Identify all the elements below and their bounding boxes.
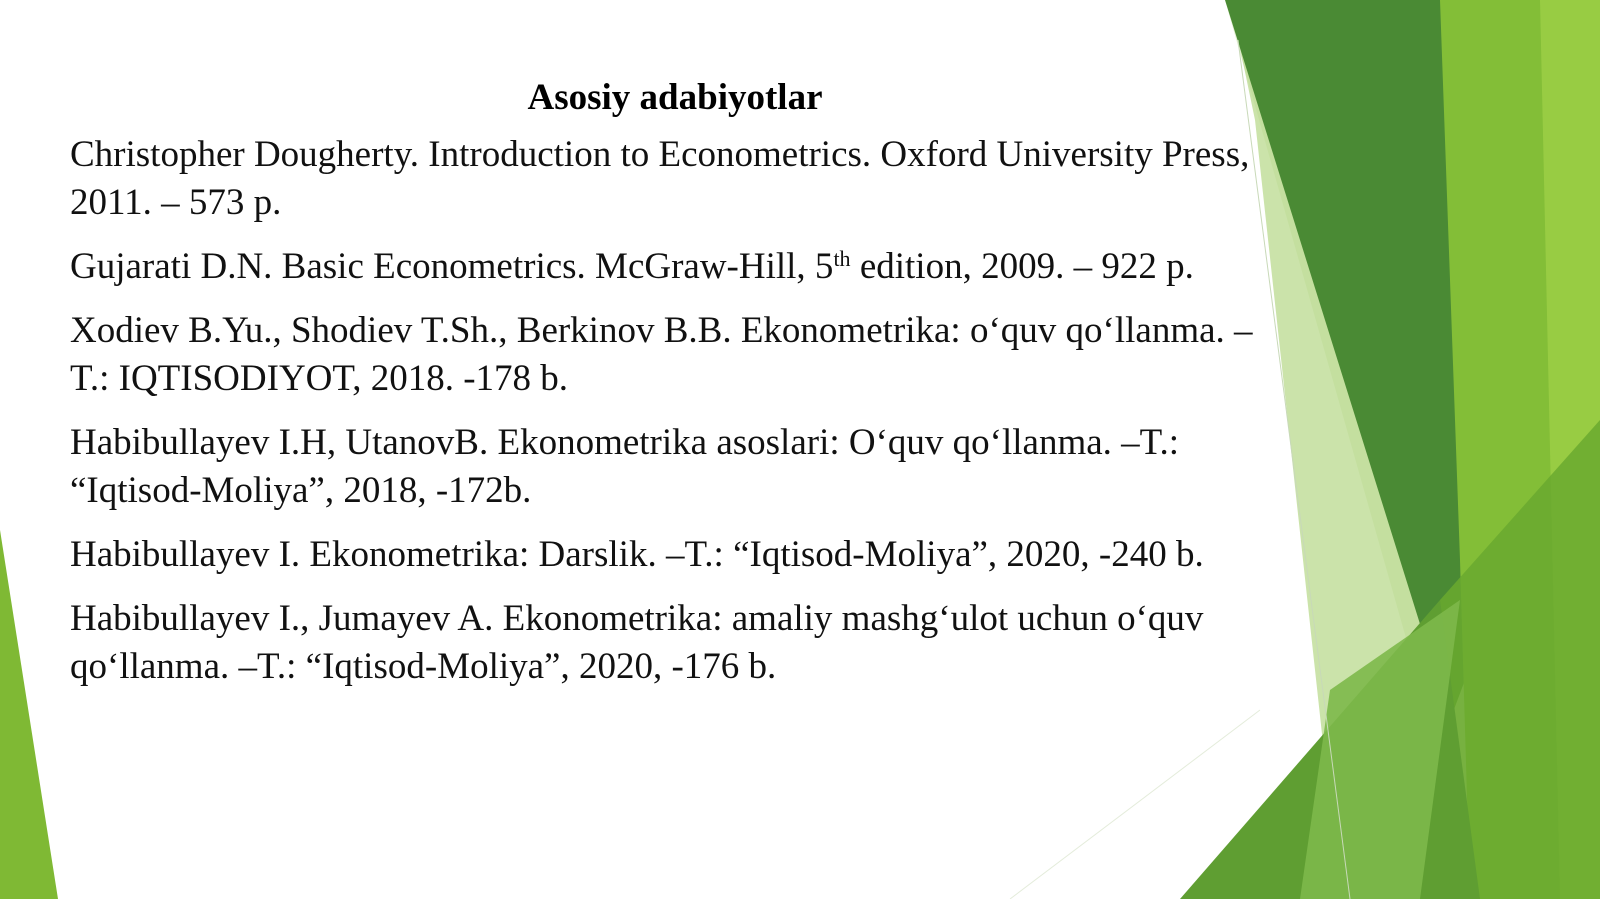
reference-item-2-text: Gujarati D.N. Basic Econometrics. McGraw-Hill, 5 [70, 246, 834, 287]
left-facet-shape [0, 530, 58, 899]
reference-item-6: Habibullayev I., Jumayev A. Ekonometrika: amaliy mashgʻulot uchun oʻquv qoʻllanma. –T.: “Iqtisod-Moliya”, 2020, -176 b. [70, 598, 1204, 687]
reference-item-2-superscript: th [833, 246, 851, 271]
slide-content [70, 70, 1290, 707]
reference-item-2 [70, 243, 1290, 291]
reference-list [70, 131, 1290, 691]
reference-item-1: Christopher Dougherty. Introduction to Econometrics. Oxford University Press, 2011. – 573 p. [70, 134, 1250, 223]
reference-item-2-text-end: edition, 2009. – 922 p. [850, 246, 1194, 287]
slide-title: Asosiy adabiyotlar [527, 77, 823, 118]
reference-item-4: Habibullayev I.H, UtanovB. Ekonometrika asoslari: Oʻquv qoʻllanma. –T.: “Iqtisod-Moliya”, 2018, -172b. [70, 422, 1180, 511]
reference-item-3: Xodiev B.Yu., Shodiev T.Sh., Berkinov B.B. Ekonometrika: oʻquv qoʻllanma. –T.: IQTISODIYOT, 2018. -178 b. [70, 310, 1253, 399]
reference-item-5: Habibullayev I. Ekonometrika: Darslik. –T.: “Iqtisod-Moliya”, 2020, -240 b. [70, 534, 1204, 575]
